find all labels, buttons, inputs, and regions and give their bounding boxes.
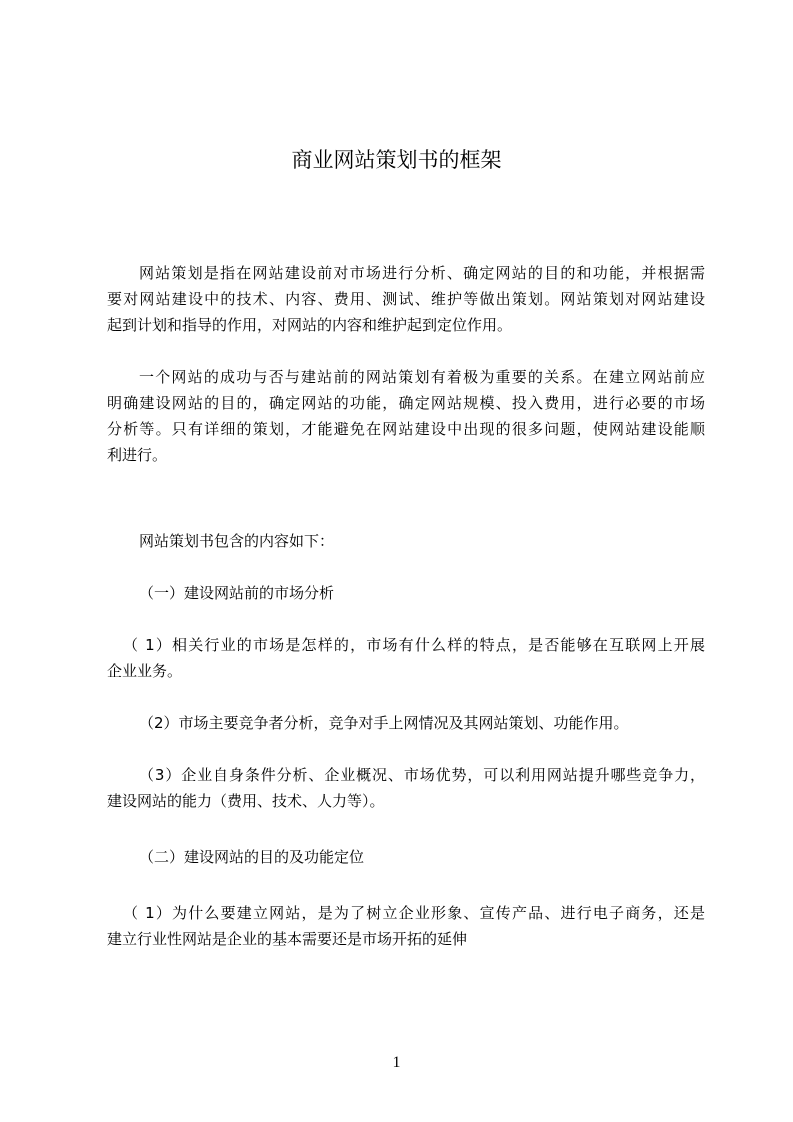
text-line: （2）市场主要竞争者分析，竞争对手上网情况及其网站策划、功能作用。 — [139, 714, 629, 732]
paragraph-importance — [107, 364, 705, 468]
text-line: 要对网站建设中的技术、内容、费用、测试、维护等做出策划。网站策划对网站建设 — [107, 290, 705, 308]
text-line: 企业业务。 — [107, 662, 183, 680]
list-item-1-1 — [107, 632, 705, 684]
text-line: （一）建设网站前的市场分析 — [139, 584, 335, 602]
section-heading-2 — [107, 844, 705, 870]
text-line: 一个网站的成功与否与建站前的网站策划有着极为重要的关系。在建立网站前应 — [139, 368, 705, 386]
list-item-1-2 — [107, 710, 705, 736]
text-line: 明确建设网站的目的，确定网站的功能，确定网站规模、投入费用，进行必要的市场 — [107, 394, 705, 412]
text-line: （二）建设网站的目的及功能定位 — [139, 848, 365, 866]
text-line: （ 1）相关行业的市场是怎样的，市场有什么样的特点，是否能够在互联网上开展 — [123, 636, 705, 654]
text-line: 建立行业性网站是企业的基本需要还是市场开拓的延伸 — [107, 930, 468, 948]
section-heading-1 — [107, 580, 705, 606]
list-item-2-1 — [107, 900, 705, 952]
text-line: 分析等。只有详细的策划，才能避免在网站建设中出现的很多问题，使网站建设能顺 — [107, 420, 705, 438]
text-line: 网站策划是指在网站建设前对市场进行分析、确定网站的目的和功能，并根据需 — [139, 264, 705, 282]
paragraph-intro — [107, 260, 705, 338]
text-line: 网站策划书包含的内容如下： — [139, 532, 335, 550]
text-line: 建设网站的能力（费用、技术、人力等）。 — [107, 792, 385, 810]
text-line: （3）企业自身条件分析、企业概况、市场优势，可以利用网站提升哪些竞争力， — [139, 766, 705, 784]
document-title: 商业网站策划书的框架 — [291, 148, 502, 172]
page-number: 1 — [392, 1054, 401, 1071]
paragraph-contents-intro — [107, 528, 705, 554]
text-line: （ 1）为什么要建立网站，是为了树立企业形象、宣传产品、进行电子商务，还是 — [123, 904, 705, 922]
list-item-1-3 — [107, 762, 705, 814]
text-line: 起到计划和指导的作用，对网站的内容和维护起到定位作用。 — [107, 316, 513, 334]
text-line: 利进行。 — [107, 446, 168, 464]
